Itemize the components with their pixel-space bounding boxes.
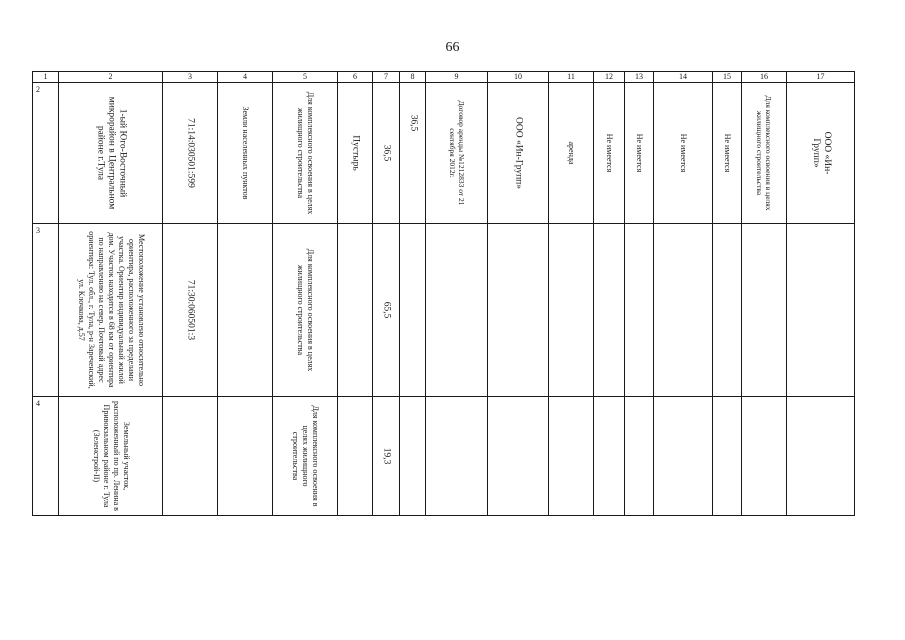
encumbrance: Не имеется	[679, 133, 688, 173]
land-category: Земли населенных пунктов	[241, 106, 250, 200]
header-row	[33, 72, 855, 83]
header-cell: 11	[549, 72, 594, 83]
table-row	[33, 224, 855, 397]
empty-cell	[426, 397, 488, 516]
document-cell	[426, 83, 488, 224]
encumbrance: Не имеется	[723, 133, 732, 173]
encumbrance-cell	[654, 83, 713, 224]
permitted-use: Для комплексного освоения в целях жилищного строительства	[296, 91, 315, 215]
table-row	[33, 397, 855, 516]
header-cell: 4	[218, 72, 273, 83]
area-value: 36,5	[408, 114, 418, 132]
empty-cell	[742, 224, 787, 397]
header-cell: 9	[426, 72, 488, 83]
header-cell: 5	[273, 72, 338, 83]
empty-cell	[654, 397, 713, 516]
cadastral-number: 71:14:030501:599	[185, 118, 196, 188]
header-cell: 1	[33, 72, 59, 83]
purpose-cell	[273, 397, 338, 516]
empty-cell	[742, 397, 787, 516]
header-cell: 17	[787, 72, 855, 83]
row-number-cell	[33, 397, 59, 516]
encumbrance-cell	[594, 83, 625, 224]
empty-cell	[713, 224, 742, 397]
empty-cell	[400, 397, 426, 516]
land-category-cell	[218, 83, 273, 224]
header-cell: 13	[625, 72, 654, 83]
row-number-cell	[33, 224, 59, 397]
empty-cell	[218, 397, 273, 516]
empty-cell	[594, 224, 625, 397]
header-cell: 12	[594, 72, 625, 83]
encumbrance-cell	[625, 83, 654, 224]
permitted-use: Для комплексного освоения в целях жилищного строительства	[291, 405, 320, 507]
empty-cell	[426, 224, 488, 397]
right-type: аренда	[567, 141, 576, 165]
purpose-cell	[273, 224, 338, 397]
page-number: 66	[445, 40, 460, 55]
land-plot-table	[32, 71, 855, 516]
table-row	[33, 83, 855, 224]
empty-cell	[594, 397, 625, 516]
permitted-use: Для комплексного освоения в целях жилищного строительства	[296, 248, 315, 372]
empty-cell	[625, 397, 654, 516]
cadastral-cell	[163, 83, 218, 224]
status-cell	[338, 83, 373, 224]
location-cell	[59, 397, 163, 516]
row-number-cell	[33, 83, 59, 224]
empty-cell	[400, 224, 426, 397]
area-cell	[373, 397, 400, 516]
encumbrance: Не имеется	[605, 133, 614, 173]
header-cell: 2	[59, 72, 163, 83]
empty-cell	[625, 224, 654, 397]
location-cell	[59, 83, 163, 224]
location-text: 1-ый Юго-Восточный микрорайон в Центральном районе г.Тула	[95, 96, 127, 210]
row-number: 2	[36, 85, 40, 94]
right-holder: ООО «Ин-Групп»	[513, 116, 524, 189]
owner-cell	[787, 83, 855, 224]
plot-status: Пустырь	[350, 135, 361, 171]
location-text: Местоположение установлено относительно ориентира, расположенного за пределами участка. Ориентир индивидуальный жилой дом. Участок находится в 68 км от ориентира по направлению на север. Почтовый адрес ориентира: Тул. обл., г. Тула, р-н Зареченский, ул. Клочкова, д.57	[76, 231, 146, 389]
area-value: 19,3	[381, 447, 392, 465]
empty-cell	[488, 397, 549, 516]
cadastral-number: 71:30:060501:3	[185, 279, 196, 341]
empty-cell	[549, 224, 594, 397]
area-value: 36,5	[381, 144, 392, 162]
empty-cell	[654, 224, 713, 397]
empty-cell	[787, 397, 855, 516]
row-number: 4	[36, 399, 40, 408]
cadastral-cell	[163, 224, 218, 397]
empty-cell	[338, 397, 373, 516]
empty-cell	[787, 224, 855, 397]
use-plan-cell	[742, 83, 787, 224]
header-cell: 15	[713, 72, 742, 83]
encumbrance-cell	[713, 83, 742, 224]
location-cell	[59, 224, 163, 397]
right-type-cell	[549, 83, 594, 224]
area-cell	[373, 224, 400, 397]
header-cell: 7	[373, 72, 400, 83]
empty-cell	[488, 224, 549, 397]
header-cell: 10	[488, 72, 549, 83]
row-number: 3	[36, 226, 40, 235]
empty-cell	[163, 397, 218, 516]
encumbrance: Не имеется	[635, 133, 644, 173]
empty-cell	[218, 224, 273, 397]
header-cell: 8	[400, 72, 426, 83]
header-cell: 3	[163, 72, 218, 83]
empty-cell	[338, 224, 373, 397]
planned-use: Для комплексного освоения в целях жилищного строительства	[755, 95, 773, 211]
area-cell	[400, 83, 426, 224]
location-text: Земельный участок, расположенный по пр. Ленина в Привокзальном районе г. Тула (Зеленстрой-II)	[91, 401, 131, 511]
area-cell	[373, 83, 400, 224]
purpose-cell	[273, 83, 338, 224]
header-cell: 16	[742, 72, 787, 83]
empty-cell	[549, 397, 594, 516]
lease-document: Договор аренды №1212833 от 21 сентября 2012г.	[447, 100, 466, 206]
holder-cell	[488, 83, 549, 224]
header-cell: 6	[338, 72, 373, 83]
area-value: 65,5	[381, 301, 392, 319]
header-cell: 14	[654, 72, 713, 83]
empty-cell	[713, 397, 742, 516]
owner-name: ООО «Ин-Групп»	[810, 131, 832, 175]
